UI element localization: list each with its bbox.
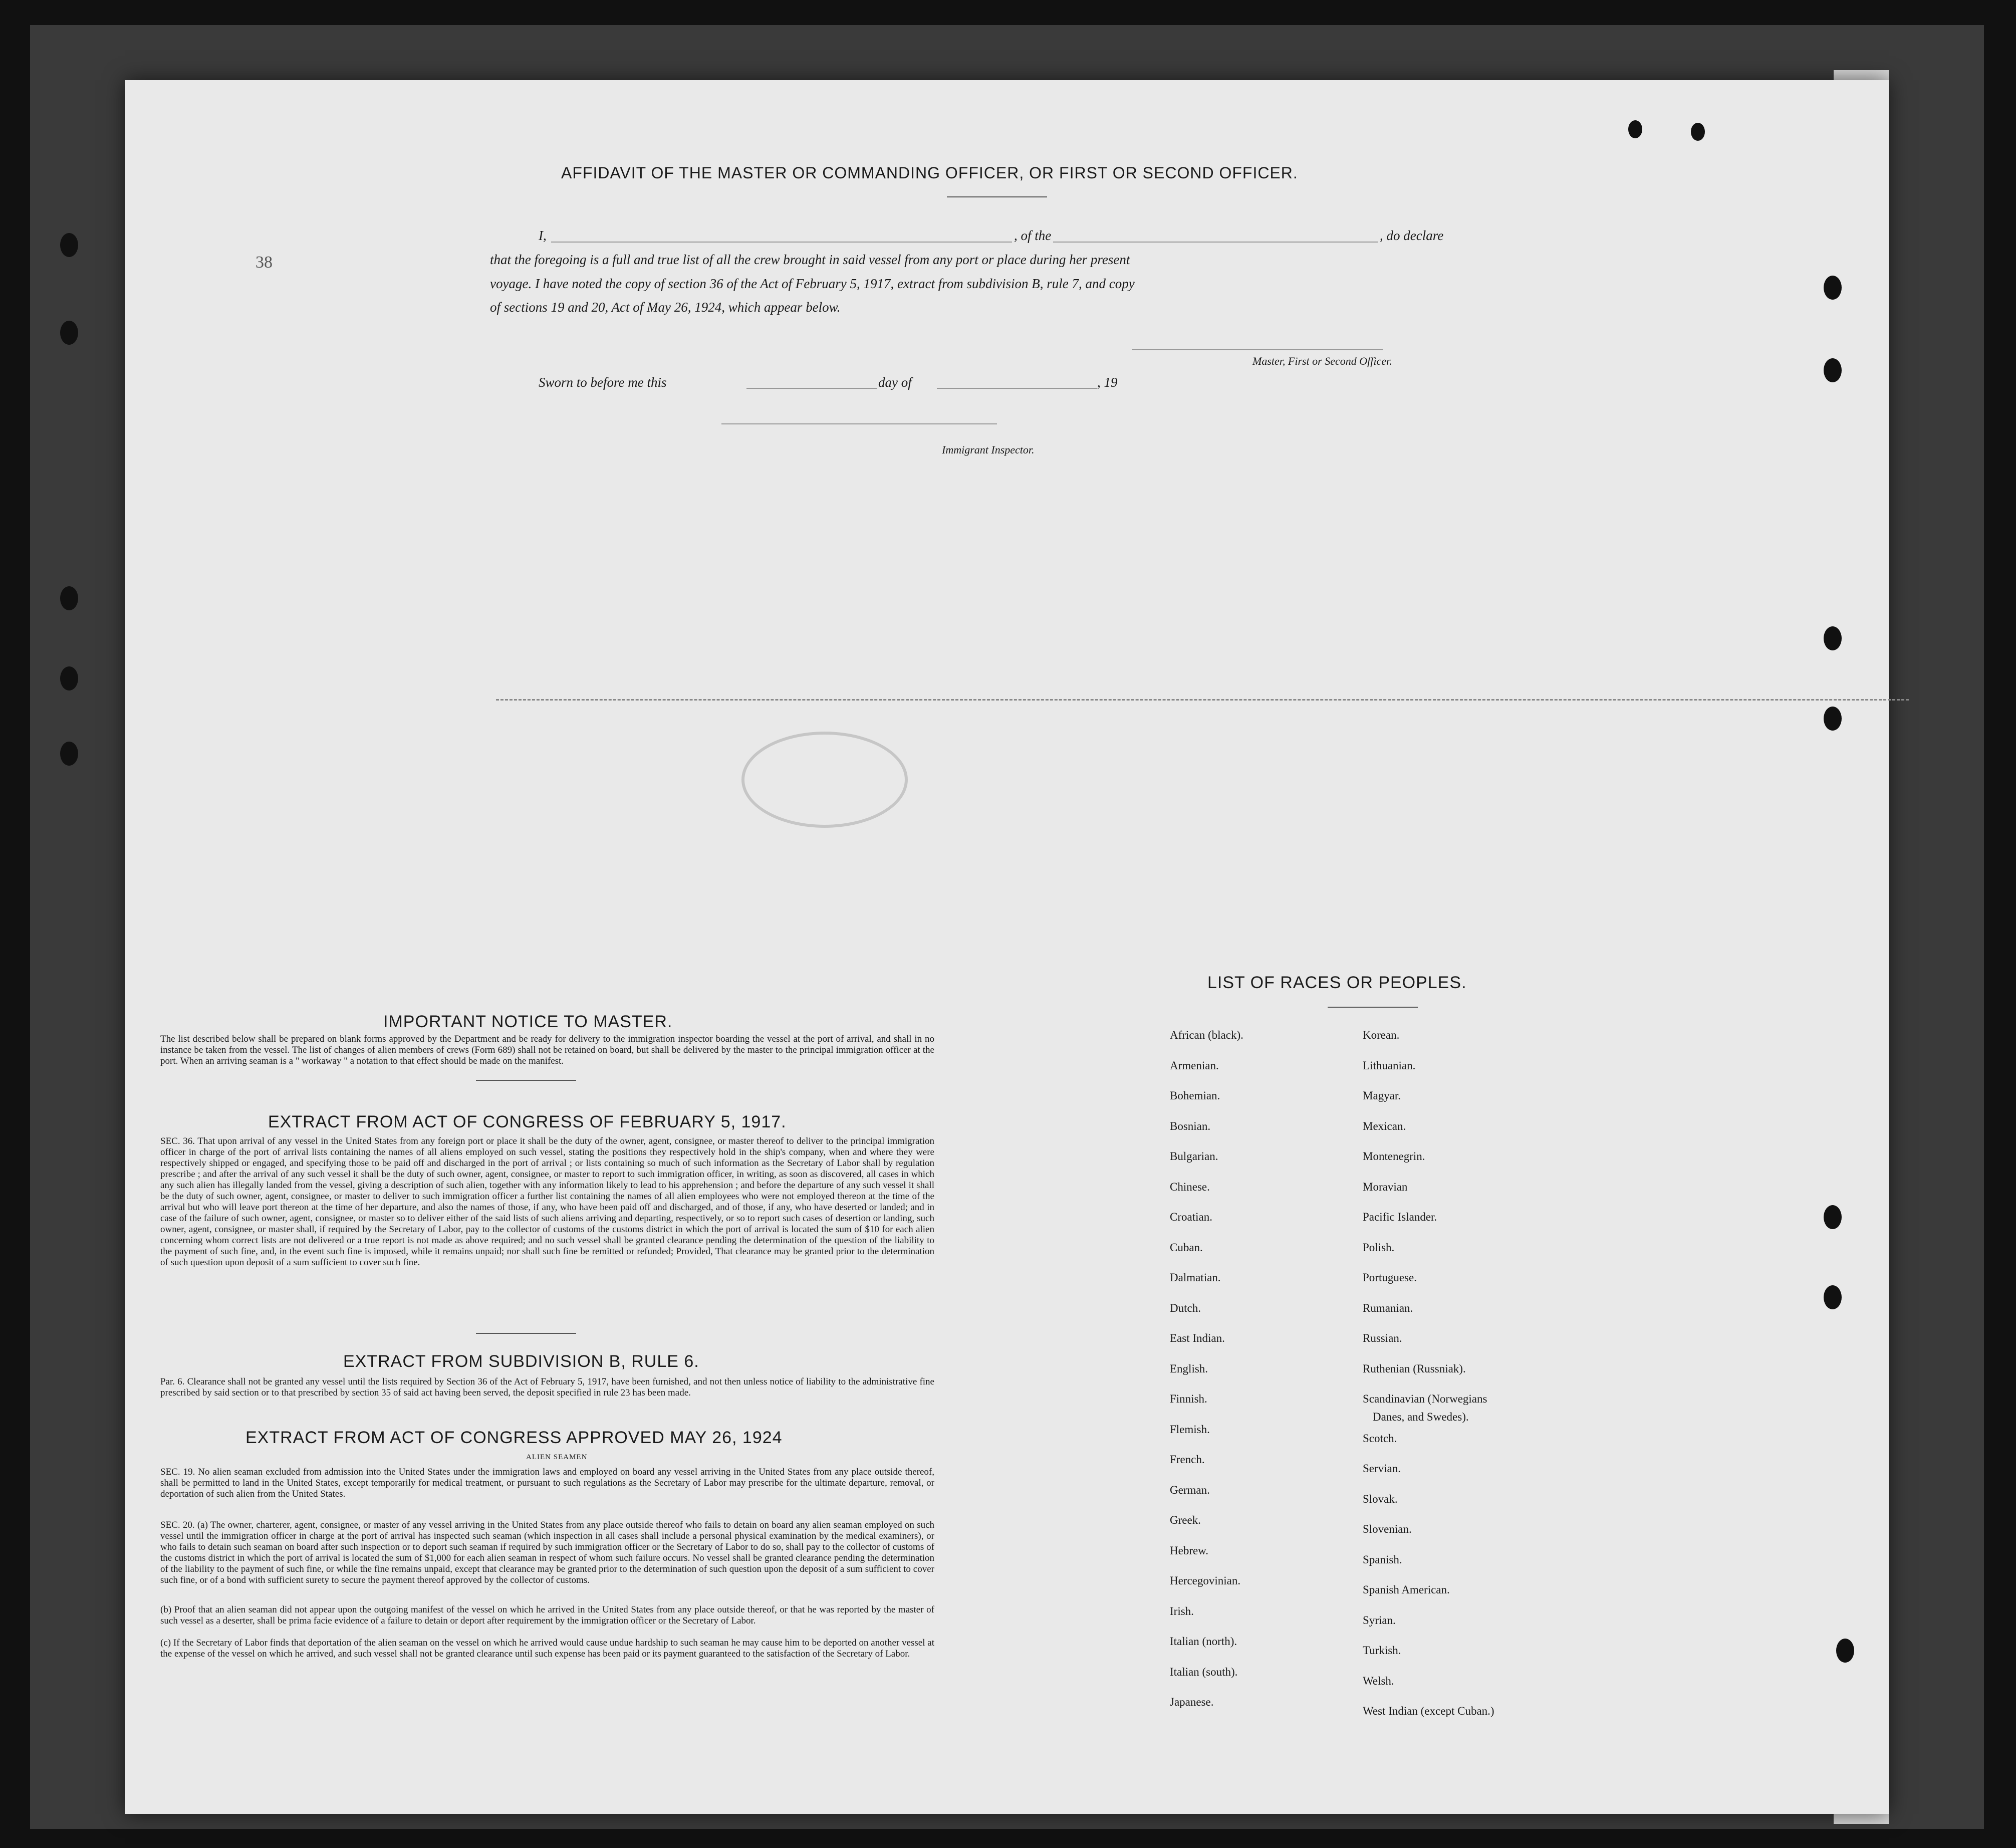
sec20c-text: (c) If the Secretary of Labor finds that deportation of the alien seaman on the vessel on which he arrived would cause undue hardship to such seaman he may cause him to be deported on another vessel at the expense of the vessel on which he arrived, and such vessel shall not be granted clearance until such expense has been paid or its payment guaranteed to the satisfaction of the Secretary of Labor.	[160, 1638, 934, 1659]
divider-2	[476, 1333, 576, 1334]
extract-rule6-title: EXTRACT FROM SUBDIVISION B, RULE 6.	[343, 1352, 699, 1371]
race-item: Hebrew.	[1170, 1544, 1209, 1557]
race-item: Slovak.	[1363, 1492, 1398, 1505]
title-underline	[947, 196, 1047, 197]
affidavit-line-2: that the foregoing is a full and true list of all the crew brought in said vessel from any port or place during her present	[490, 252, 1130, 267]
race-item: German.	[1170, 1483, 1210, 1496]
sworn-text: Sworn to before me this	[539, 375, 667, 390]
affidavit-of-the: , of the	[1012, 228, 1053, 244]
vessel-blank-line	[1087, 242, 1413, 243]
race-item: English.	[1170, 1362, 1208, 1375]
race-item: Spanish.	[1363, 1553, 1402, 1566]
race-item: Armenian.	[1170, 1059, 1219, 1072]
race-item: Mexican.	[1363, 1119, 1406, 1132]
race-item: Bohemian.	[1170, 1089, 1220, 1102]
race-item: Lithuanian.	[1363, 1059, 1416, 1072]
affidavit-i: I,	[539, 228, 547, 243]
punch-hole	[1836, 1639, 1854, 1663]
race-item: Slovenian.	[1363, 1523, 1412, 1535]
punch-hole	[1628, 120, 1642, 138]
race-item: Pacific Islander.	[1363, 1211, 1437, 1223]
year-text: , 19	[1097, 375, 1118, 390]
race-item: Syrian.	[1363, 1613, 1396, 1627]
extract-1924-subtitle: ALIEN SEAMEN	[526, 1453, 588, 1461]
punch-hole	[1824, 626, 1842, 650]
race-item: Spanish American.	[1363, 1583, 1450, 1596]
master-label: Master, First or Second Officer.	[1252, 355, 1392, 367]
bleed-through-dashed-line	[496, 699, 1909, 701]
punch-hole	[1824, 707, 1842, 731]
sworn-day-line	[746, 388, 877, 389]
race-item: Moravian	[1363, 1180, 1408, 1193]
race-item: Cuban.	[1170, 1241, 1203, 1254]
sec20b-text: (b) Proof that an alien seaman did not appear upon the outgoing manifest of the vessel on which he arrived in the United States from any place outside thereof, or that he was reported by the master of such vessel as a deserter, shall be prima facie evidence of a failure to detain or deport after requirement by the immigration officer or the Secretary of Labor.	[160, 1604, 934, 1626]
punch-hole	[1824, 358, 1842, 382]
sec20a-text: SEC. 20. (a) The owner, charterer, agent, consignee, or master of any vessel arriving in the United States from any place outside thereof who fails to detain on board any alien seaman employed on such vessel until the immigration officer in charge at the port of arrival has inspected such seaman (which inspection in all cases shall include a personal physical examination by the medical examiners), or who fails to detain such seaman on board after such inspection or to deport such seaman if required by such immigration officer or the Secretary of Labor to do so, shall pay to the collector of customs of the customs district in which the port of arrival is located the sum of $1,000 for each alien seaman in respect of whom such failure occurs. No vessel shall be granted clearance pending the determination of the liability to the payment of such fine, or while the fine remains unpaid, except that clearance may be granted prior to the determination of such question upon the deposit of a sum sufficient to cover such fine, or of a bond with sufficient surety to secure the payment thereof approved by the collector of customs.	[160, 1520, 934, 1585]
race-item: Ruthenian (Russniak).	[1363, 1362, 1466, 1375]
race-item: Hercegovinian.	[1170, 1574, 1241, 1587]
race-item: Welsh.	[1363, 1674, 1394, 1687]
race-item: African (black).	[1170, 1029, 1243, 1041]
race-item: French.	[1170, 1453, 1205, 1466]
extract-1917-title: EXTRACT FROM ACT OF CONGRESS OF FEBRUARY 5, 1917.	[268, 1112, 787, 1131]
sworn-month-line	[937, 388, 1097, 389]
race-item: Scotch.	[1363, 1432, 1397, 1445]
races-title: LIST OF RACES OR PEOPLES.	[1207, 973, 1467, 992]
race-item: East Indian.	[1170, 1332, 1225, 1344]
inspector-signature-line	[721, 423, 997, 424]
race-item: Bulgarian.	[1170, 1150, 1218, 1163]
race-item: Russian.	[1363, 1332, 1402, 1344]
extract-1917-text: SEC. 36. That upon arrival of any vessel in the United States from any foreign port or place it shall be the duty of the owner, agent, consignee, or master thereof to deliver to the principal immigration officer in charge of the port of arrival lists containing the names of all aliens employed on such vessel, stating the positions they respectively hold in the ship's company, when and where they were respectively shipped or engaged, and specifying those to be paid off and discharged in the port of arrival ; or lists containing so much of such information as the Secretary of Labor shall by regulation prescribe ; and after the arrival of any such vessel it shall be the duty of such owner, agent, consignee, or master to report to such immigration officer, in writing, as soon as discovered, all cases in which any such alien has illegally landed from the vessel, giving a description of such alien, together with any information likely to lead to his apprehension ; and before the departure of any such vessel it shall be the duty of such owner, agent, consignee, or master to deliver to such immigration officer a further list containing the names of all alien employees who were not employed thereon at the time of the arrival but who will leave port thereon at the time of her departure, and also the names of those, if any, who have been paid off and discharged, and of those, if any, who have deserted or landed; and in case of the failure of such owner, agent, consignee, or master so to deliver either of the said lists of such aliens arriving and departing, respectively, or so to report such cases of desertion or landing, such owner, agent, consignee, or master shall, if required by the Secretary of Labor, pay to the collector of customs of the customs district in which the port of arrival is located the sum of $10 for each alien concerning whom correct lists are not delivered or a true report is not made as above required; and no such vessel shall be granted clearance pending the determination of the question of the liability to the payment of such fine, and, in the event such fine is imposed, while it remains unpaid; nor shall such fine be remitted or refunded; Provided, That clearance may be granted prior to the determination of such question upon deposit of a sum sufficient to cover such fine.	[160, 1136, 934, 1268]
punch-hole	[1691, 123, 1705, 141]
race-item: Servian.	[1363, 1462, 1401, 1475]
inspector-label: Immigrant Inspector.	[942, 443, 1035, 456]
race-item: Scandinavian (Norwegians	[1363, 1393, 1487, 1405]
punch-hole	[1824, 1285, 1842, 1309]
notice-text: The list described below shall be prepared on blank forms approved by the Department and be ready for delivery to the immigration inspector boarding the vessel at the port of arrival, and shall in no instance be taken from the vessel. The list of changes of alien members of crews (Form 689) shall not be retained on board, but shall be delivered by the master to the principal immigration officer at the port. When an arriving seaman is a " workaway " a notation to that effect should be made on the manifest.	[160, 1034, 934, 1066]
day-of-text: day of	[878, 375, 912, 390]
notice-title: IMPORTANT NOTICE TO MASTER.	[383, 1012, 673, 1031]
master-signature-line	[1132, 349, 1383, 350]
race-item: Polish.	[1363, 1241, 1395, 1254]
race-right-continuation: Danes, and Swedes).	[1373, 1411, 1469, 1423]
affidavit-line-4: of sections 19 and 20, Act of May 26, 1924, which appear below.	[490, 300, 841, 315]
sec19-text: SEC. 19. No alien seaman excluded from admission into the United States under the immigration laws and employed on board any vessel arriving in the United States from any place outside thereof, shall be permitted to land in the United States, except temporarily for medical treatment, or pursuant to such regulations as the Secretary of Labor may prescribe for the ultimate departure, removal, or deportation of such alien from the United States.	[160, 1467, 934, 1499]
extract-rule6-text: Par. 6. Clearance shall not be granted any vessel until the lists required by Section 36 of the Act of February 5, 1917, have been furnished, and not then unless notice of liability to the administrative fine prescribed by said section or to that prescribed by section 35 of said act having been served, the deposit specified in rule 23 has been made.	[160, 1376, 934, 1398]
race-item: Croatian.	[1170, 1211, 1212, 1223]
race-item: Irish.	[1170, 1604, 1194, 1618]
race-item: Italian (south).	[1170, 1665, 1238, 1678]
punch-hole	[60, 666, 78, 690]
race-item: Rumanian.	[1363, 1301, 1413, 1314]
punch-hole	[1824, 276, 1842, 300]
race-item: West Indian (except Cuban.)	[1363, 1705, 1494, 1717]
races-underline	[1328, 1007, 1418, 1008]
race-item: Greek.	[1170, 1514, 1201, 1526]
punch-hole	[60, 586, 78, 610]
race-item: Montenegrin.	[1363, 1150, 1425, 1163]
punch-hole	[1824, 1205, 1842, 1229]
race-item: Chinese.	[1170, 1180, 1210, 1193]
race-item: Korean.	[1363, 1029, 1400, 1041]
race-item: Turkish.	[1363, 1644, 1401, 1657]
punch-hole	[60, 321, 78, 345]
extract-1924-title: EXTRACT FROM ACT OF CONGRESS APPROVED MAY 26, 1924	[245, 1428, 783, 1447]
race-item: Italian (north).	[1170, 1635, 1237, 1648]
race-item: Bosnian.	[1170, 1119, 1211, 1132]
affidavit-declare: , do declare	[1378, 228, 1445, 244]
divider-1	[476, 1080, 576, 1081]
race-item: Flemish.	[1170, 1423, 1210, 1436]
race-item: Dutch.	[1170, 1301, 1201, 1314]
affidavit-line-3: voyage. I have noted the copy of section 36 of the Act of February 5, 1917, extract from subdivision B, rule 7, and copy	[490, 276, 1135, 291]
document-page	[125, 80, 1889, 1814]
affidavit-title: AFFIDAVIT OF THE MASTER OR COMMANDING OFFICER, OR FIRST OR SECOND OFFICER.	[561, 164, 1298, 182]
punch-hole	[60, 742, 78, 766]
faded-stamp	[741, 732, 908, 828]
race-item: Portuguese.	[1363, 1271, 1417, 1284]
page-number: 38	[256, 253, 273, 272]
punch-hole	[60, 233, 78, 257]
race-item: Finnish.	[1170, 1393, 1207, 1405]
race-item: Magyar.	[1363, 1089, 1401, 1102]
race-item: Japanese.	[1170, 1696, 1214, 1708]
race-item: Dalmatian.	[1170, 1271, 1221, 1284]
